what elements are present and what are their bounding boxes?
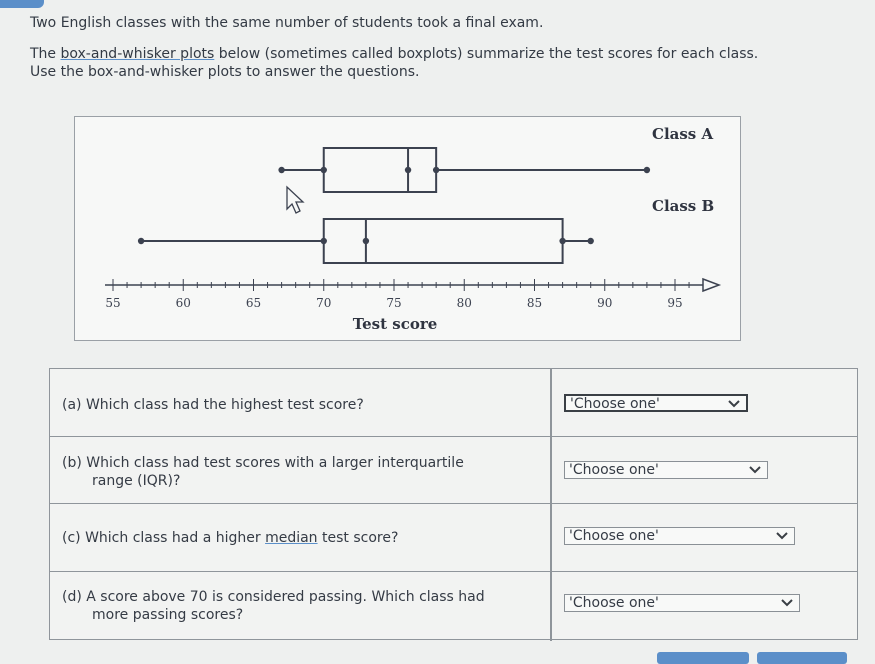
select-value: 'Choose one'	[569, 595, 659, 611]
question-text: Which class had test scores with a larger interquartile	[86, 455, 464, 471]
chevron-down-icon	[776, 531, 788, 541]
question-text: more passing scores?	[92, 607, 244, 623]
question-letter: (c)	[62, 530, 81, 546]
boxplot-definition-link[interactable]: box-and-whisker plots	[60, 46, 215, 62]
question-b	[62, 454, 464, 490]
tick-label: 80	[456, 296, 472, 310]
question-text: Which class had a higher	[85, 530, 266, 546]
answer-select-a[interactable]	[564, 394, 748, 412]
intro-line-1: Two English classes with the same number of students took a final exam.	[30, 15, 544, 31]
max-point	[644, 167, 650, 173]
chevron-down-icon	[749, 465, 761, 475]
answer-select-b[interactable]	[564, 461, 768, 479]
column-divider	[550, 504, 552, 571]
chevron-down-icon	[781, 598, 793, 608]
question-row-c	[50, 503, 857, 571]
q1-point	[321, 238, 327, 244]
boxplot-figure	[74, 116, 741, 341]
x-axis-arrow-icon	[703, 279, 719, 291]
series-label-class-a: Class A	[652, 125, 714, 143]
question-letter: (d)	[62, 589, 82, 605]
problem-intro	[30, 14, 860, 81]
question-text: Which class had the highest test score?	[85, 397, 364, 413]
series-label-class-b: Class B	[652, 197, 715, 215]
explanation-button[interactable]	[657, 652, 749, 664]
select-value: 'Choose one'	[569, 528, 659, 544]
select-value: 'Choose one'	[569, 462, 659, 478]
iqr-box	[324, 148, 436, 192]
tick-label: 85	[526, 296, 543, 310]
tick-label: 90	[597, 296, 613, 310]
questions-table	[49, 368, 858, 640]
q3-point	[559, 238, 565, 244]
tick-label: 60	[175, 296, 191, 310]
answer-select-c[interactable]	[564, 527, 795, 545]
intro-line-2	[30, 45, 860, 63]
intro-text: The	[30, 46, 61, 62]
tick-label: 70	[316, 296, 332, 310]
intro-text: below (sometimes called boxplots) summarize the test scores for each class.	[214, 46, 759, 62]
question-a	[62, 396, 364, 414]
boxplot-chart	[75, 117, 742, 342]
median-definition-link[interactable]: median	[265, 530, 318, 546]
question-letter: (b)	[62, 455, 82, 471]
check-button[interactable]	[757, 652, 847, 664]
min-point	[138, 238, 144, 244]
question-row-d	[50, 571, 857, 641]
question-d	[62, 588, 485, 624]
question-text: A score above 70 is considered passing. Which class had	[86, 589, 485, 605]
top-accent-bar	[0, 0, 44, 8]
question-text: test score?	[317, 530, 399, 546]
q3-point	[433, 167, 439, 173]
question-text: range (IQR)?	[92, 473, 181, 489]
answer-select-d[interactable]	[564, 594, 800, 612]
question-row-a	[50, 369, 857, 436]
column-divider	[550, 572, 552, 641]
q1-point	[321, 167, 327, 173]
tick-label: 65	[245, 296, 262, 310]
min-point	[278, 167, 284, 173]
median-point	[405, 167, 411, 173]
intro-line-3: Use the box-and-whisker plots to answer the questions.	[30, 64, 420, 80]
question-c	[62, 529, 398, 547]
chevron-down-icon	[728, 399, 740, 409]
tick-label: 55	[105, 296, 121, 310]
iqr-box	[324, 219, 563, 263]
question-row-b	[50, 436, 857, 503]
median-point	[363, 238, 369, 244]
tick-label: 95	[667, 296, 683, 310]
column-divider	[550, 437, 552, 503]
question-letter: (a)	[62, 397, 82, 413]
x-axis-label: Test score	[352, 315, 438, 333]
select-value: 'Choose one'	[570, 396, 660, 412]
column-divider	[550, 369, 552, 436]
tick-label: 75	[386, 296, 402, 310]
mouse-pointer-icon	[287, 187, 303, 213]
max-point	[588, 238, 594, 244]
